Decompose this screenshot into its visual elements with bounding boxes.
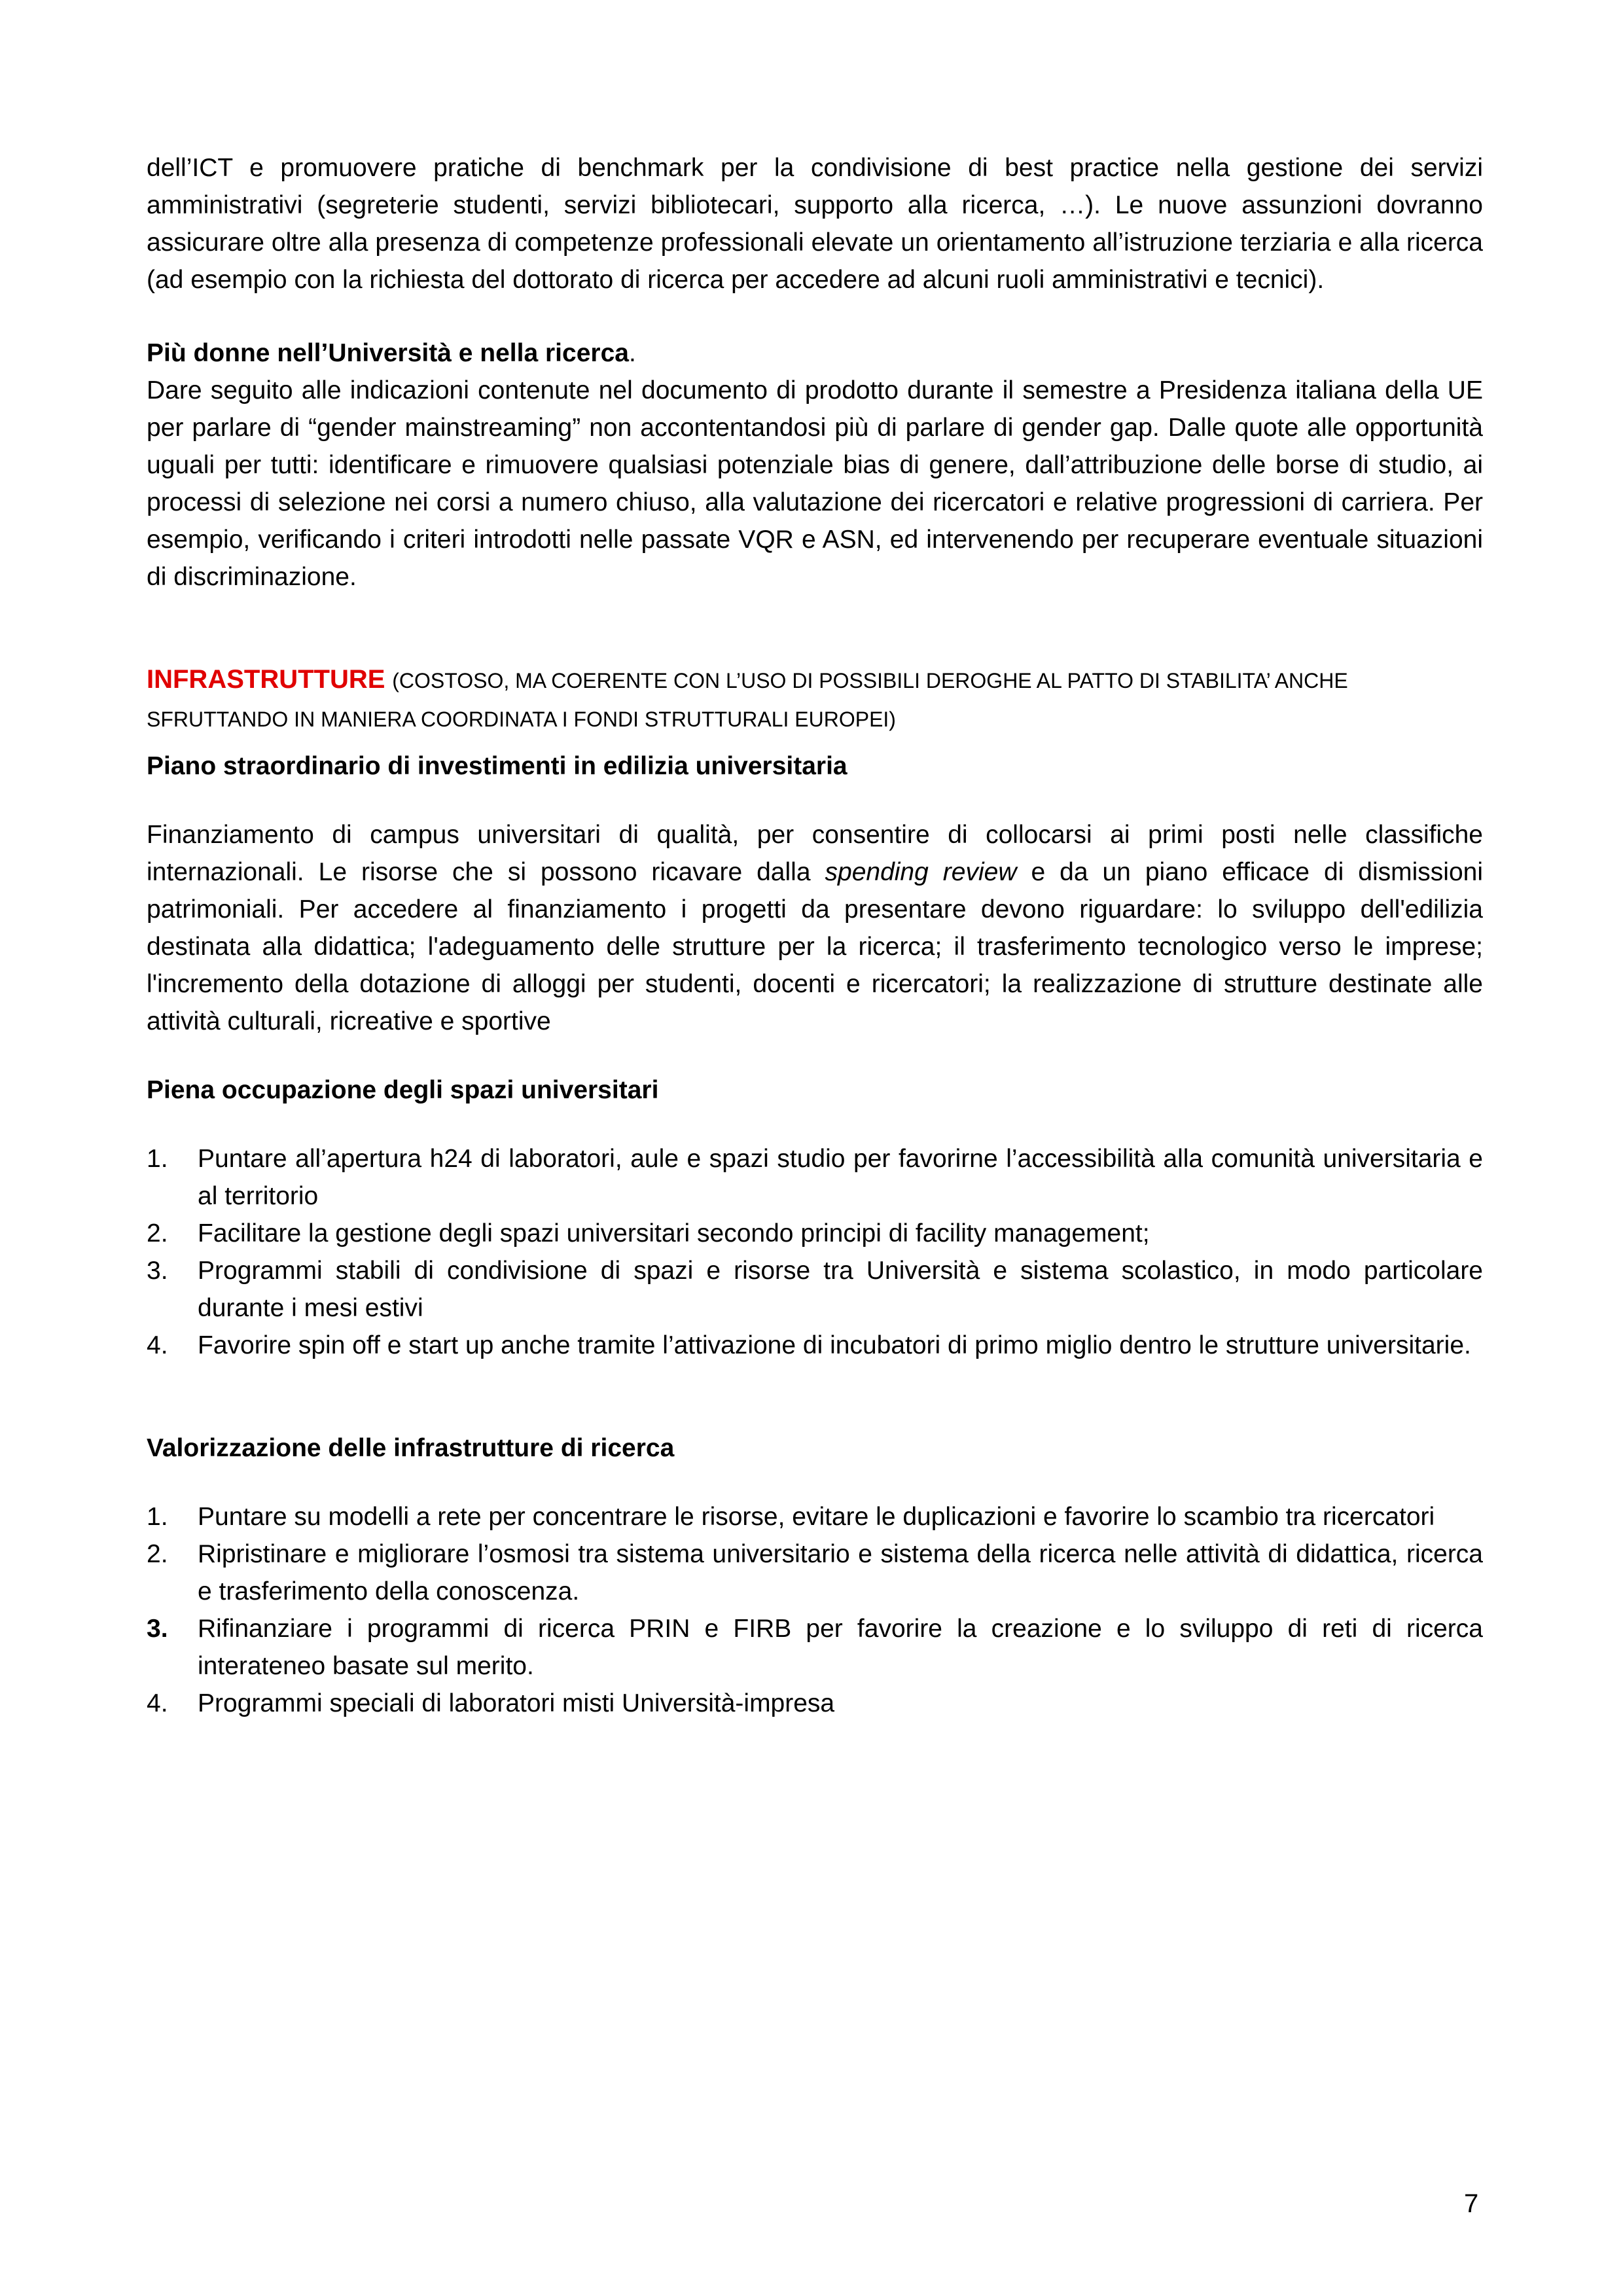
list-item-text: Ripristinare e migliorare l’osmosi tra sistema universitario e sistema della ricerca nelle attività di didattica, ricerca e trasferimento della conoscenza.: [198, 1540, 1483, 1605]
list-item-text: Puntare all’apertura h24 di laboratori, aule e spazi studio per favorirne l’accessibilità alla comunità universitaria e al territorio: [198, 1145, 1483, 1210]
spacer: [147, 596, 1483, 661]
list-item-text: Facilitare la gestione degli spazi universitari secondo principi di facility management;: [198, 1219, 1150, 1247]
list-item-text: Rifinanziare i programmi di ricerca PRIN e FIRB per favorire la creazione e lo sviluppo di reti di ricerca interateneo basate sul merito.: [198, 1615, 1483, 1680]
list-item: [147, 1252, 1483, 1327]
page-number: 7: [1464, 2189, 1479, 2218]
infrastructure-title: INFRASTRUTTURE: [147, 665, 385, 694]
list-item: [147, 1215, 1483, 1252]
list-item-text: Programmi stabili di condivisione di spazi e risorse tra Università e sistema scolastico, in modo particolare durante i mesi estivi: [198, 1257, 1483, 1322]
list-item-text: Favorire spin off e start up anche tramite l’attivazione di incubatori di primo miglio dentro le strutture universitarie.: [198, 1331, 1471, 1359]
women-section-heading: [147, 334, 1483, 372]
women-heading-text: Più donne nell’Università e nella ricerca: [147, 339, 629, 367]
subsection-heading-spazi: Piena occupazione degli spazi universitari: [147, 1076, 659, 1104]
list-item: [147, 1685, 1483, 1722]
edilizia-body-italic: spending review: [825, 858, 1017, 886]
infrastructure-note: (COSTOSO, MA COERENTE CON L’USO DI POSSIBILI DEROGHE AL PATTO DI STABILITA’ ANCHE SFRUTTANDO IN MANIERA COORDINATA I FONDI STRUTTURALI EUROPEI): [147, 669, 1348, 731]
infrastructure-header: [147, 661, 1483, 738]
list-item-number: 4.: [147, 1331, 168, 1359]
spacer: [147, 1364, 1483, 1429]
list-item-number: 4.: [147, 1689, 168, 1717]
list-item-text: Puntare su modelli a rete per concentrare le risorse, evitare le duplicazioni e favorire lo scambio tra ricercatori: [198, 1503, 1435, 1531]
document-page: [147, 149, 1483, 1722]
list-item-number: 1.: [147, 1503, 168, 1531]
subsection-heading-edilizia: Piano straordinario di investimenti in edilizia universitaria: [147, 752, 847, 780]
list-item-number: 2.: [147, 1219, 168, 1247]
spacer: [147, 298, 1483, 334]
list-item: [147, 1498, 1483, 1535]
edilizia-body: [147, 816, 1483, 1040]
ricerca-list: [147, 1498, 1483, 1722]
spacer: [147, 1040, 1483, 1071]
list-item: [147, 1535, 1483, 1610]
spacer: [147, 1467, 1483, 1498]
spacer: [147, 738, 1483, 747]
spacer: [147, 1109, 1483, 1140]
list-item: [147, 1140, 1483, 1215]
spacer: [147, 785, 1483, 816]
list-item-number: 3.: [147, 1615, 168, 1643]
list-item-number: 1.: [147, 1145, 168, 1173]
edilizia-body-part2: e da un piano efficace di dismissioni patrimoniali. Per accedere al finanziamento i progetti da presentare devono riguardare: lo sviluppo dell'edilizia destinata alla didattica; l'adeguamento delle strutture per la ricerca; il trasferimento tecnologico verso le imprese; l'incremento della dotazione di alloggi per studenti, docenti e ricercatori; la realizzazione di strutture destinate alle attività culturali, ricreative e sportive: [147, 858, 1483, 1035]
subsection-heading-ricerca: Valorizzazione delle infrastrutture di ricerca: [147, 1434, 675, 1462]
women-section-body: Dare seguito alle indicazioni contenute nel documento di prodotto durante il semestre a Presidenza italiana della UE per parlare di “gender mainstreaming” non accontentandosi più di parlare di gender gap. Dalle quote alle opportunità uguali per tutti: identificare e rimuovere qualsiasi potenziale bias di genere, dall’attribuzione delle borse di studio, ai processi di selezione nei corsi a numero chiuso, alla valutazione dei ricercatori e relative progressioni di carriera. Per esempio, verificando i criteri introdotti nelle passate VQR e ASN, ed intervenendo per recuperare eventuale situazioni di discriminazione.: [147, 376, 1483, 591]
list-item-number: 2.: [147, 1540, 168, 1568]
intro-paragraph: dell’ICT e promuovere pratiche di benchmark per la condivisione di best practice nella gestione dei servizi amministrativi (segreterie studenti, servizi bibliotecari, supporto alla ricerca, …). Le nuove assunzioni dovranno assicurare oltre alla presenza di competenze professionali elevate un orientamento all’istruzione terziaria e alla ricerca (ad esempio con la richiesta del dottorato di ricerca per accedere ad alcuni ruoli amministrativi e tecnici).: [147, 154, 1483, 294]
list-item-number: 3.: [147, 1257, 168, 1285]
list-item: [147, 1610, 1483, 1685]
women-heading-punct: .: [628, 339, 636, 367]
edilizia-body-part1: Finanziamento di campus universitari di qualità, per consentire di collocarsi ai primi posti nelle classifiche internazionali. Le risorse che si possono ricavare dalla: [147, 821, 1483, 886]
spazi-list: [147, 1140, 1483, 1364]
list-item: [147, 1327, 1483, 1364]
list-item-text: Programmi speciali di laboratori misti Università-impresa: [198, 1689, 835, 1717]
